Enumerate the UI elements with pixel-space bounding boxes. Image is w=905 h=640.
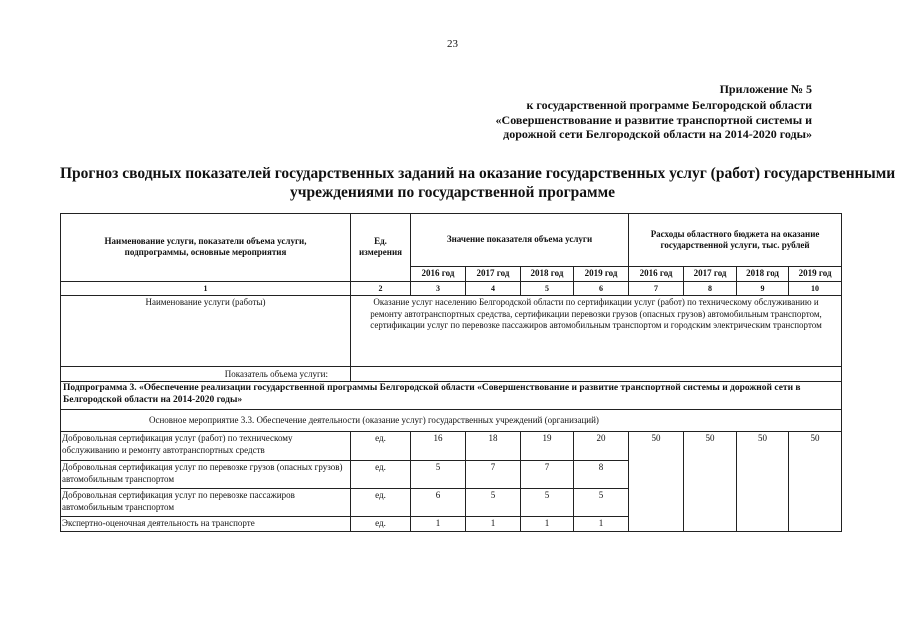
row-value-2019: 20	[574, 432, 629, 461]
header-row-1	[61, 214, 842, 267]
expense-year-2017: 2017 год	[684, 267, 737, 282]
header-volume-group: Значение показателя объема услуги	[411, 214, 629, 267]
expense-year-2018: 2018 год	[737, 267, 789, 282]
expense-year-2019: 2019 год	[789, 267, 842, 282]
row-unit: ед.	[351, 489, 411, 517]
service-description: Оказание услуг населению Белгородской области по сертификации услуг (работ) по техническому обслуживанию и ремонту автотранспортных средства, сертификации перевозки грузов (опасных грузов) автомобильным транспортом, сертификации услуг по перевозке пассажиров автомобильным транспортом и городским электрическим транспортом	[351, 296, 842, 367]
row-value-2017: 18	[466, 432, 521, 461]
column-number: 9	[737, 281, 789, 296]
column-number: 8	[684, 281, 737, 296]
column-number: 4	[466, 281, 521, 296]
indicator-label: Показатель объема услуги:	[61, 367, 351, 382]
table-row	[61, 432, 842, 461]
header-service-name: Наименование услуги, показатели объема услуги, подпрограммы, основные мероприятия	[61, 214, 351, 282]
column-number: 6	[574, 281, 629, 296]
column-number: 10	[789, 281, 842, 296]
row-value-2017: 7	[466, 461, 521, 489]
row-unit: ед.	[351, 517, 411, 532]
service-row	[61, 296, 842, 367]
subprogram-title: Подпрограмма 3. «Обеспечение реализации государственной программы Белгородской области «Совершенствование и развитие транспортной системы и дорожной сети в Белгородской области на 2014-2020 годы»	[61, 382, 842, 410]
column-number: 7	[629, 281, 684, 296]
row-value-2016: 5	[411, 461, 466, 489]
subprogram-row	[61, 382, 842, 410]
header-expense-group: Расходы областного бюджета на оказание государственной услуги, тыс. рублей	[629, 214, 842, 267]
main-event-row	[61, 410, 842, 432]
document-title-line-1: Прогноз сводных показателей государственных заданий на оказание государственных услуг (работ) государственными	[60, 165, 896, 182]
expense-year-2016: 2016 год	[629, 267, 684, 282]
column-number: 5	[521, 281, 574, 296]
row-unit: ед.	[351, 432, 411, 461]
volume-year-2019: 2019 год	[574, 267, 629, 282]
column-number: 1	[61, 281, 351, 296]
row-value-2019: 8	[574, 461, 629, 489]
row-value-2018: 19	[521, 432, 574, 461]
main-event-title: Основное мероприятие 3.3. Обеспечение деятельности (оказание услуг) государственных учреждений (организаций)	[61, 410, 842, 432]
row-value-2019: 1	[574, 517, 629, 532]
volume-year-2016: 2016 год	[411, 267, 466, 282]
column-number: 3	[411, 281, 466, 296]
expense-2018: 50	[737, 432, 789, 532]
document-title-line-2: учреждениями по государственной программе	[289, 184, 616, 201]
row-value-2017: 1	[466, 517, 521, 532]
row-value-2018: 1	[521, 517, 574, 532]
expense-2019: 50	[789, 432, 842, 532]
row-value-2018: 5	[521, 489, 574, 517]
page-number: 23	[447, 38, 458, 50]
service-label: Наименование услуги (работы)	[61, 296, 351, 367]
row-name: Экспертно-оценочная деятельность на транспорте	[61, 517, 351, 532]
row-value-2016: 1	[411, 517, 466, 532]
row-name: Добровольная сертификация услуг (работ) по техническому обслуживанию и ремонту автотранспортных средств	[61, 432, 351, 461]
header-unit: Ед. измерения	[351, 214, 411, 282]
volume-year-2018: 2018 год	[521, 267, 574, 282]
row-value-2016: 16	[411, 432, 466, 461]
indicator-row	[61, 367, 842, 382]
expense-2016: 50	[629, 432, 684, 532]
indicator-empty-cell	[351, 367, 842, 382]
volume-year-2017: 2017 год	[466, 267, 521, 282]
appendix-line-2: к государственной программе Белгородской области	[526, 98, 812, 112]
row-value-2019: 5	[574, 489, 629, 517]
indicators-table	[60, 213, 842, 532]
row-name: Добровольная сертификация услуг по перевозке грузов (опасных грузов) автомобильным транспортом	[61, 461, 351, 489]
row-value-2018: 7	[521, 461, 574, 489]
column-number: 2	[351, 281, 411, 296]
row-unit: ед.	[351, 461, 411, 489]
appendix-line-1: Приложение № 5	[719, 82, 812, 96]
appendix-line-3: «Совершенствование и развитие транспортной системы и	[495, 113, 812, 127]
row-name: Добровольная сертификация услуг по перевозке пассажиров автомобильным транспортом	[61, 489, 351, 517]
column-numbers-row	[61, 281, 842, 296]
appendix-line-4: дорожной сети Белгородской области на 2014-2020 годы»	[503, 127, 812, 141]
row-value-2016: 6	[411, 489, 466, 517]
row-value-2017: 5	[466, 489, 521, 517]
expense-2017: 50	[684, 432, 737, 532]
